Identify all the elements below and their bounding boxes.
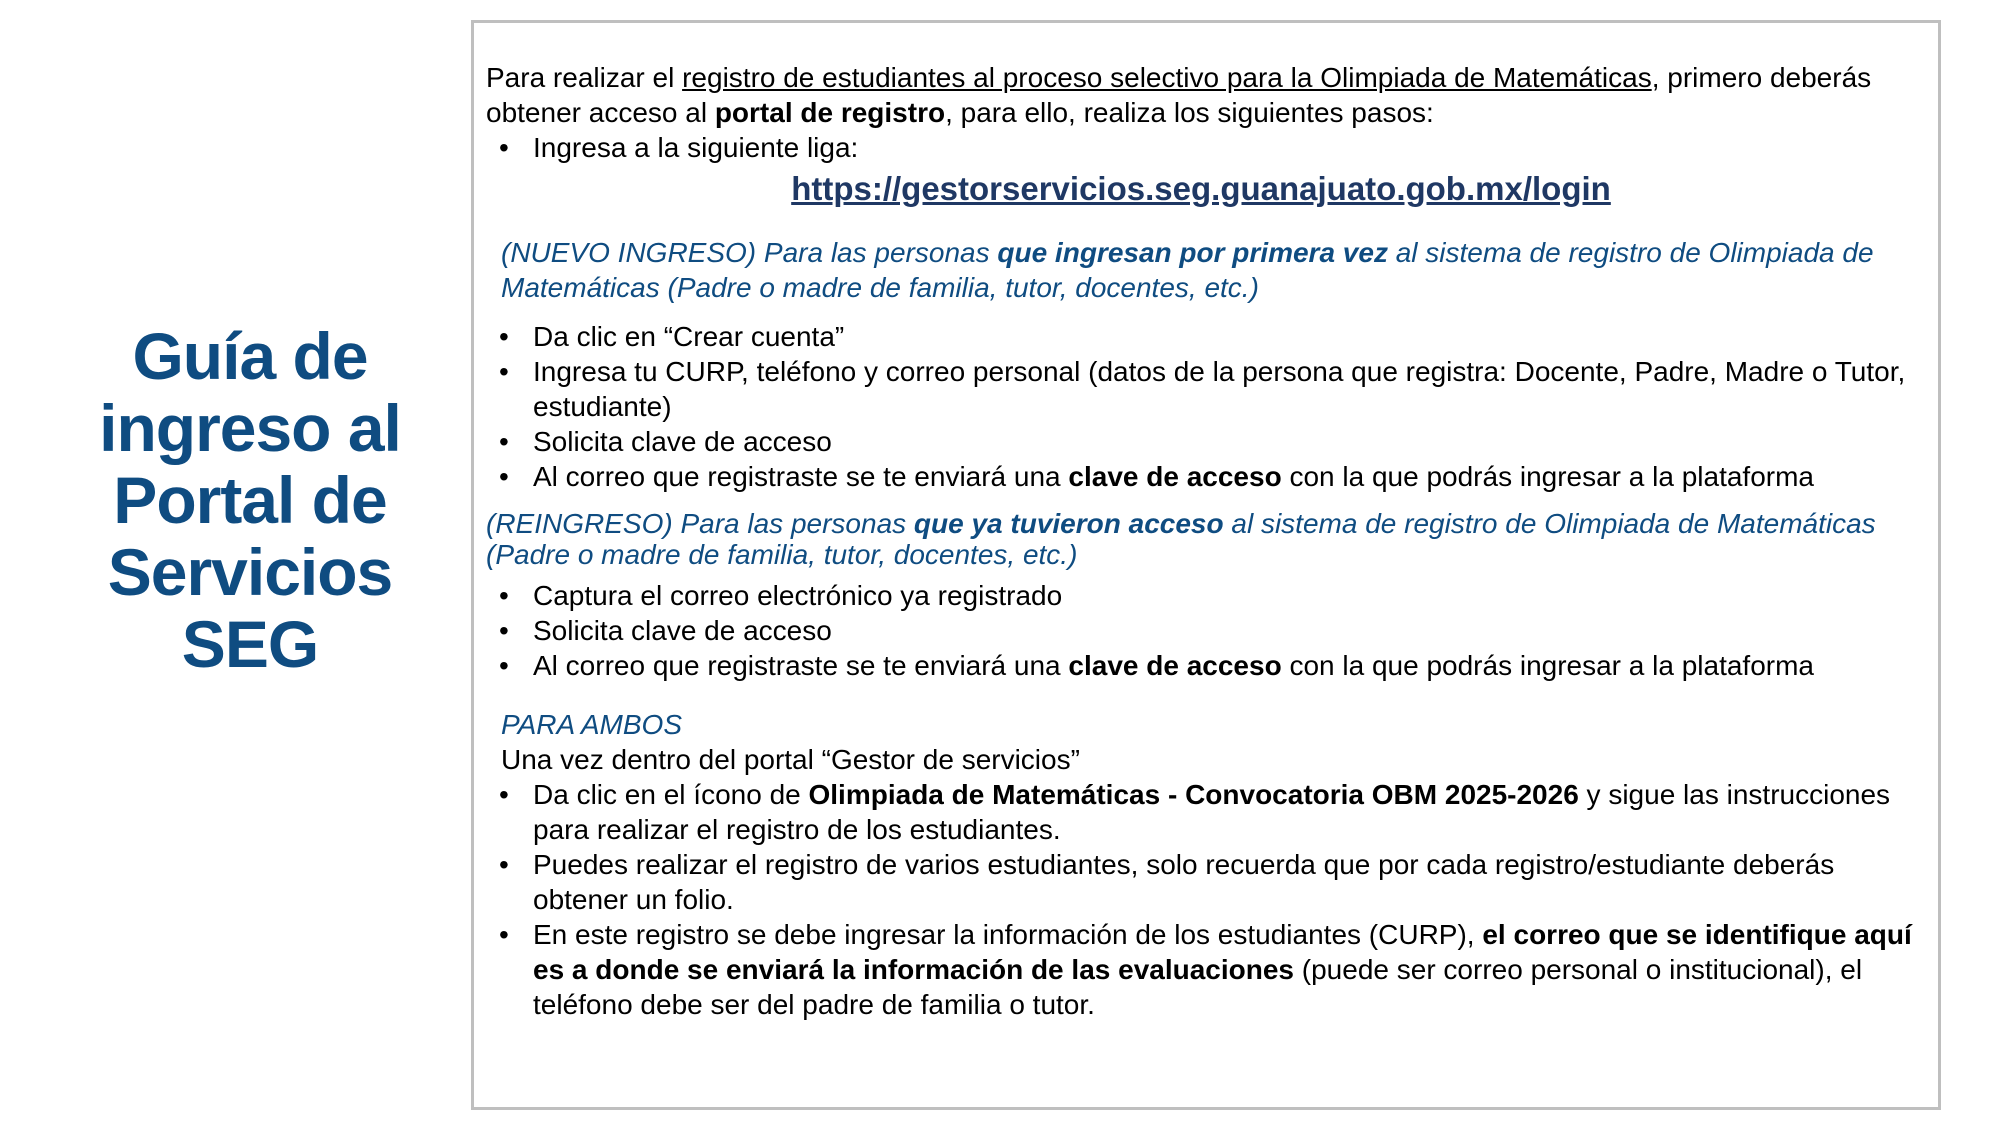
list-item: • Da clic en “Crear cuenta” — [486, 319, 1916, 354]
nuevo-ingreso-steps — [486, 319, 1916, 494]
item-text: Al correo que registraste se te enviará una — [533, 650, 1069, 681]
list-item — [486, 777, 1916, 847]
content-panel — [486, 60, 1916, 1022]
list-item: • Captura el correo electrónico ya registrado — [486, 578, 1916, 613]
item-bold-text: el correo que se identifique aquí es a donde se enviará la información de las evaluaciones — [533, 919, 1912, 985]
item-text: con la que podrás ingresar a la plataforma — [1281, 461, 1815, 492]
list-item: • Solicita clave de acceso — [486, 424, 1916, 459]
item-bold-text: clave de acceso — [1068, 650, 1282, 681]
reingreso-heading — [486, 508, 1916, 570]
para-ambos-steps — [486, 777, 1916, 1022]
link-list — [486, 130, 1916, 165]
heading-bold-text: que ya tuvieron acceso — [913, 508, 1224, 539]
para-ambos-intro: Una vez dentro del portal “Gestor de servicios” — [501, 744, 1080, 775]
para-ambos-heading: PARA AMBOS — [501, 709, 683, 740]
item-text: y sigue las instrucciones para realizar el registro de los estudiantes. — [533, 779, 1891, 845]
list-item: • Solicita clave de acceso — [486, 613, 1916, 648]
heading-text: al sistema de registro de Olimpiada de Matemáticas (Padre o madre de familia, tutor, docentes, etc.) — [501, 237, 1874, 303]
title-line: SEG — [181, 607, 319, 681]
title-line: ingreso al — [99, 391, 401, 465]
item-text: con la que podrás ingresar a la plataforma — [1281, 650, 1815, 681]
intro-text: , para ello, realiza los siguientes pasos: — [945, 97, 1434, 128]
nuevo-ingreso-heading — [486, 235, 1916, 305]
title-line: Servicios — [107, 535, 393, 609]
heading-text: al sistema de registro de Olimpiada de Matemáticas (Padre o madre de familia, tutor, docentes, etc.) — [486, 508, 1876, 570]
item-text: (puede ser correo personal o institucional), el teléfono debe ser del padre de familia o tutor. — [533, 954, 1863, 1020]
intro-text: Para realizar el — [486, 62, 683, 93]
heading-text: (REINGRESO) Para las personas — [486, 508, 914, 539]
title-line: Guía de — [132, 319, 368, 393]
item-text: Da clic en el ícono de — [533, 779, 809, 810]
heading-bold-text: que ingresan por primera vez — [997, 237, 1388, 268]
page-title — [40, 320, 460, 680]
intro-underlined-text: registro de estudiantes al proceso selectivo para la Olimpiada de Matemáticas — [682, 62, 1652, 93]
list-item — [486, 459, 1916, 494]
intro-text: , primero deberás obtener acceso al — [486, 62, 1872, 128]
item-text: En este registro se debe ingresar la información de los estudiantes (CURP), — [533, 919, 1483, 950]
list-item: • Ingresa a la siguiente liga: — [486, 130, 1916, 165]
heading-text: (NUEVO INGRESO) Para las personas — [501, 237, 998, 268]
item-bold-text: Olimpiada de Matemáticas - Convocatoria OBM 2025-2026 — [808, 779, 1579, 810]
item-text: Al correo que registraste se te enviará una — [533, 461, 1069, 492]
title-line: Portal de — [113, 463, 387, 537]
item-bold-text: clave de acceso — [1068, 461, 1282, 492]
list-item — [486, 648, 1916, 683]
list-item — [486, 917, 1916, 1022]
list-item: • Ingresa tu CURP, teléfono y correo personal (datos de la persona que registra: Docente, Padre, Madre o Tutor, estudiante) — [486, 354, 1916, 424]
list-item: • Puedes realizar el registro de varios estudiantes, solo recuerda que por cada registro/estudiante deberás obtener un folio. — [486, 847, 1916, 917]
reingreso-steps — [486, 578, 1916, 683]
intro-paragraph — [486, 60, 1916, 130]
portal-login-link[interactable]: https://gestorservicios.seg.guanajuato.gob.mx/login — [791, 170, 1611, 207]
intro-bold-text: portal de registro — [714, 97, 946, 128]
